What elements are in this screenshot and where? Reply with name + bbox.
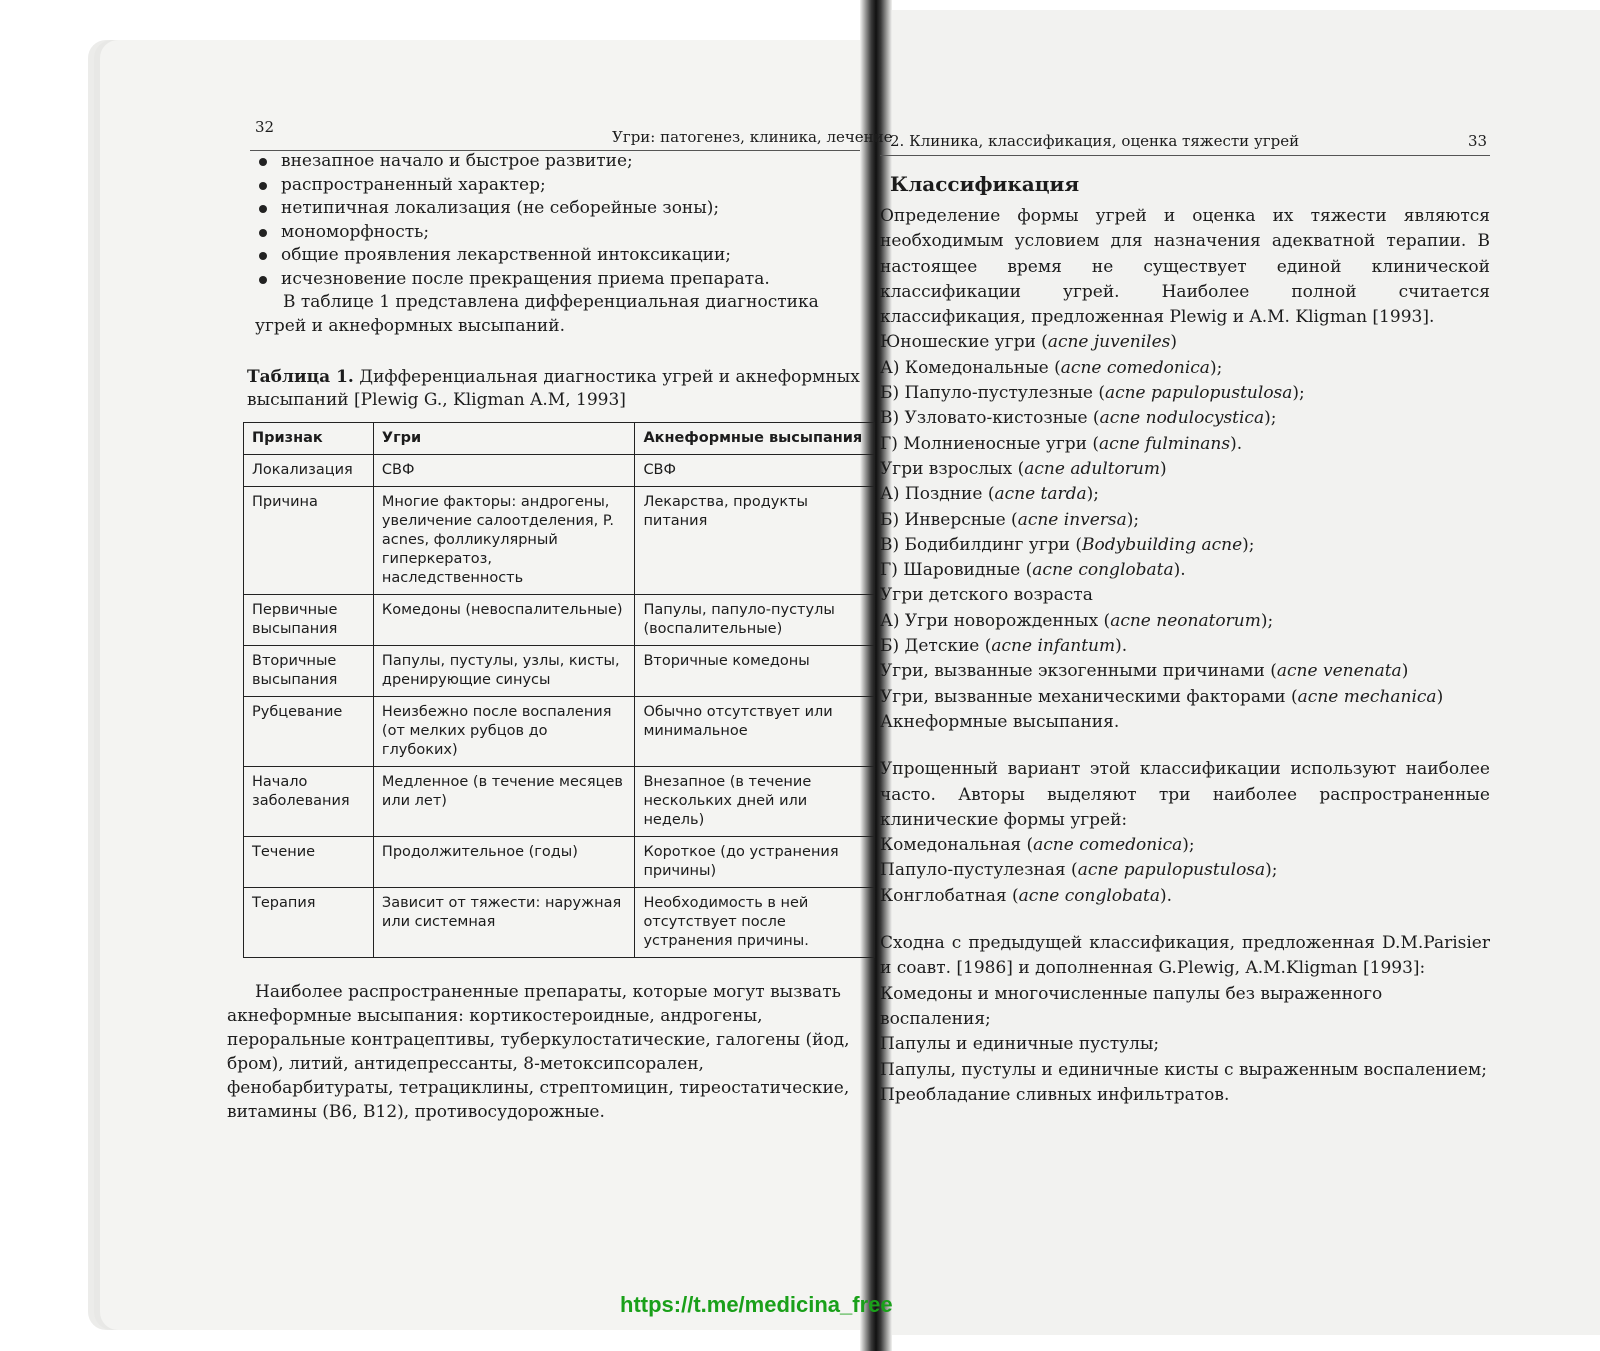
right-page-content (880, 170, 1490, 1108)
section-title: Классификация (890, 172, 1080, 196)
list-item: нетипичная локализация (не себорейные зоны); (255, 197, 875, 221)
left-running-head: Угри: патогенез, клиника, лечение (612, 128, 893, 146)
table-caption-label: Таблица 1. (247, 367, 354, 387)
list-item: Угри, вызванные механическими факторами (acne mechanica) (880, 686, 1444, 707)
list-item: Папулы и единичные пустулы; (880, 1034, 1160, 1055)
table-cell: Локализация (244, 455, 374, 487)
left-page-number: 32 (255, 118, 275, 136)
spacer (880, 909, 1490, 931)
list-item: А) Комедональные (acne comedonica); (880, 357, 1223, 378)
table-row (244, 837, 875, 888)
list-item: исчезновение после прекращения приема препарата. (255, 268, 875, 292)
table-cell: Продолжительное (годы) (373, 837, 635, 888)
list-item: внезапное начало и быстрое развитие; (255, 150, 875, 174)
right-page-number: 33 (1468, 132, 1488, 150)
list-item: общие проявления лекарственной интоксикации; (255, 244, 875, 268)
parisier-list (880, 982, 1490, 1108)
table-cell: Необходимость в ней отсутствует после устранения причины. (635, 888, 875, 958)
drugs-paragraph: Наиболее распространенные препараты, которые могут вызвать акнеформные высыпания: кортикостероидные, андрогены, пероральные контрацептивы, туберкулостатические, галогены (йод, бром), литий, антидепрессанты, 8-метоксипсорален, фенобарбитураты, тетрациклины, стрептомицин, тиреостатические, витамины (B6, B12), противосудорожные. (227, 982, 850, 1122)
table-row (244, 697, 875, 767)
table-cell: Многие факторы: андрогены, увеличение салоотделения, P. acnes, фолликулярный гиперкератоз, наследственность (373, 487, 635, 595)
left-page-content (227, 150, 875, 1124)
classification-intro: Определение формы угрей и оценка их тяжести являются необходимым условием для назначения адекватной терапии. В настоящее время не существует единой клинической классификации угрей. Наиболее полной считается классификация, предложенная Plewig и A.M. Kligman [1993]. (880, 206, 1490, 328)
table-row (244, 646, 875, 697)
list-item: мономорфность; (255, 221, 875, 245)
list-item: Угри, вызванные экзогенными причинами (acne venenata) (880, 661, 1409, 682)
table-cell: Рубцевание (244, 697, 374, 767)
list-item: Комедоны и многочисленные папулы без выраженного воспаления; (880, 983, 1383, 1029)
list-item: Преобладание сливных инфильтратов. (880, 1084, 1230, 1105)
column-header: Угри (373, 423, 635, 455)
list-item: А) Поздние (acne tarda); (880, 484, 1100, 505)
list-item: Конглобатная (acne conglobata). (880, 885, 1173, 906)
list-item: Угри детского возраста (880, 585, 1093, 606)
table-cell: СВФ (373, 455, 635, 487)
simplified-paragraph: Упрощенный вариант этой классификации используют наиболее часто. Авторы выделяют три наиболее распространенные клинические формы угрей: (880, 759, 1490, 830)
column-header: Акнеформные высыпания (635, 423, 875, 455)
list-item: распространенный характер; (255, 174, 875, 198)
list-item: Б) Папуло-пустулезные (acne papulopustulosa); (880, 383, 1305, 404)
table-cell: Короткое (до устранения причины) (635, 837, 875, 888)
table-cell: Терапия (244, 888, 374, 958)
parisier-paragraph: Сходна с предыдущей классификация, предложенная D.M.Parisier и соавт. [1986] и дополненная G.Plewig, A.M.Kligman [1993]: (880, 933, 1490, 979)
telegram-link[interactable]: https://t.me/medicina_free (620, 1292, 893, 1317)
right-running-head: 2. Клиника, классификация, оценка тяжести угрей (890, 132, 1300, 150)
table-row (244, 595, 875, 646)
table-cell: Папулы, папуло-пустулы (воспалительные) (635, 595, 875, 646)
list-item: А) Угри новорожденных (acne neonatorum); (880, 610, 1274, 631)
list-item: В) Узловато-кистозные (acne nodulocystica); (880, 408, 1277, 429)
spacer (880, 735, 1490, 757)
list-item: Комедональная (acne comedonica); (880, 835, 1195, 856)
table-cell: Вторичные комедоны (635, 646, 875, 697)
table-row (244, 888, 875, 958)
table-cell: Внезапное (в течение нескольких дней или недель) (635, 767, 875, 837)
table-row (244, 487, 875, 595)
list-item: Папуло-пустулезная (acne papulopustulosa); (880, 860, 1278, 881)
table-cell: Течение (244, 837, 374, 888)
table-cell: Первичные высыпания (244, 595, 374, 646)
simplified-list (880, 833, 1490, 909)
table-cell: Неизбежно после воспаления (от мелких рубцов до глубоких) (373, 697, 635, 767)
list-item: В) Бодибилдинг угри (Bodybuilding acne); (880, 534, 1255, 555)
table-row (244, 455, 875, 487)
table-cell: Комедоны (невоспалительные) (373, 595, 635, 646)
table-cell: Лекарства, продукты питания (635, 487, 875, 595)
differential-table (243, 422, 875, 958)
column-header: Признак (244, 423, 374, 455)
list-item: Папулы, пустулы и единичные кисты с выраженным воспалением; (880, 1059, 1487, 1080)
table-row (244, 767, 875, 837)
table-caption (247, 366, 875, 412)
table-caption-text: Дифференциальная диагностика угрей и акнеформных высыпаний [Plewig G., Kligman A.M, 1993] (247, 367, 860, 410)
intro-paragraph: В таблице 1 представлена дифференциальная диагностика угрей и акнеформных высыпаний. (255, 292, 819, 336)
right-header-rule (880, 155, 1490, 156)
list-item: Угри взрослых (acne adultorum) (880, 458, 1167, 479)
bullet-list (255, 150, 875, 291)
table-cell: Зависит от тяжести: наружная или системная (373, 888, 635, 958)
classification-list (880, 330, 1490, 735)
table-cell: Медленное (в течение месяцев или лет) (373, 767, 635, 837)
list-item: Юношеские угри (acne juveniles) (880, 332, 1178, 353)
table-cell: СВФ (635, 455, 875, 487)
list-item: Б) Детские (acne infantum). (880, 636, 1128, 657)
table-cell: Вторичные высыпания (244, 646, 374, 697)
table-header-row (244, 423, 875, 455)
list-item: Акнеформные высыпания. (880, 711, 1120, 732)
table-cell: Обычно отсутствует или минимальное (635, 697, 875, 767)
table-cell: Причина (244, 487, 374, 595)
table-cell: Начало заболевания (244, 767, 374, 837)
list-item: Г) Шаровидные (acne conglobata). (880, 560, 1186, 581)
list-item: Г) Молниеносные угри (acne fulminans). (880, 433, 1243, 454)
table-cell: Папулы, пустулы, узлы, кисты, дренирующие синусы (373, 646, 635, 697)
list-item: Б) Инверсные (acne inversa); (880, 509, 1140, 530)
